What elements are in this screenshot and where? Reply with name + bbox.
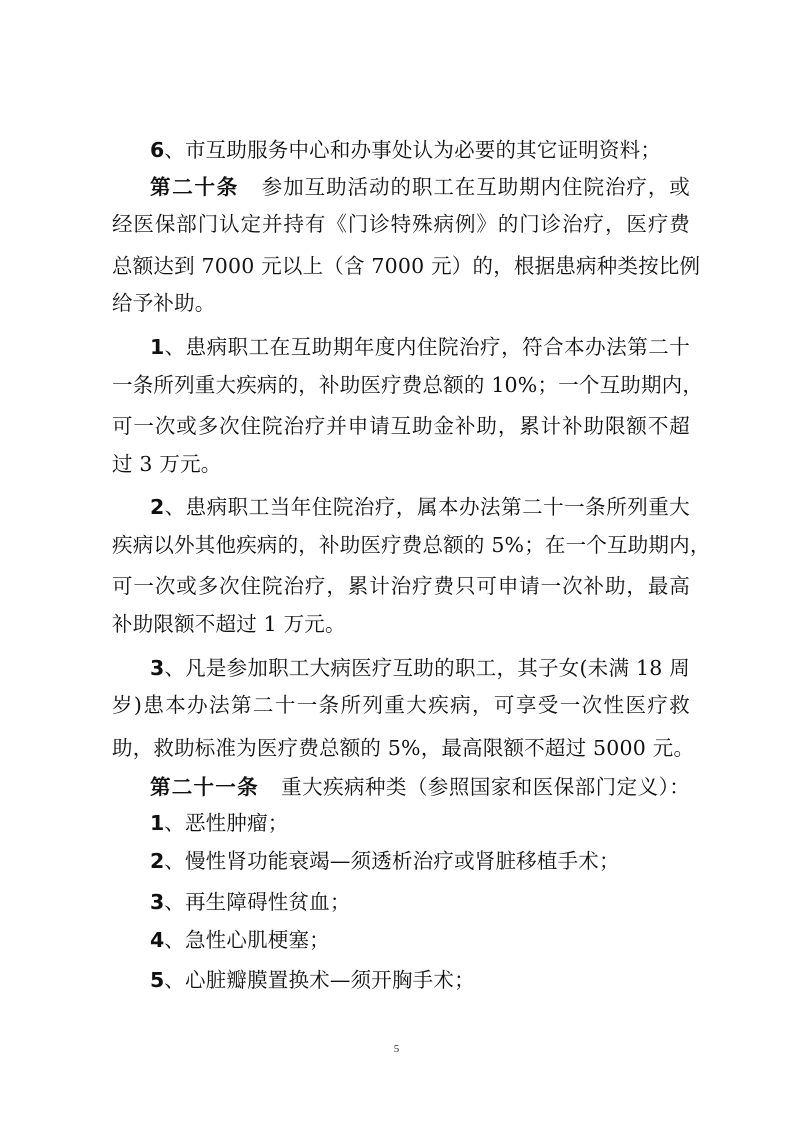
text-line-20 <box>150 890 690 914</box>
article-text: 重大疾病种类（参照国家和医保部门定义）： <box>280 775 691 799</box>
text-line-16: 助，救助标准为医疗费总额的 5%，最高限额不超过 5000 元。 <box>112 736 695 760</box>
text-line-18 <box>150 811 690 835</box>
text-line-5: 给予补助。 <box>112 291 216 315</box>
item-number: 2 <box>150 495 165 519</box>
item-number: 2 <box>150 849 165 873</box>
text-line-22 <box>150 968 690 992</box>
item-text: 、凡是参加职工大病医疗互助的职工，其子女(未满 18 周 <box>164 656 690 680</box>
item-text: 、心脏瓣膜置换术—须开胸手术； <box>164 968 475 992</box>
item-text: 、慢性肾功能衰竭—须透析治疗或肾脏移植手术； <box>164 849 620 873</box>
text-line-15: 岁)患本办法第二十一条所列重大疾病，可享受一次性医疗救 <box>112 693 690 717</box>
text-line-7: 一条所列重大疾病的，补助医疗费总额的 10%；一个互助期内， <box>112 373 704 397</box>
item-number: 1 <box>150 335 165 359</box>
text-line-12: 可一次或多次住院治疗，累计治疗费只可申请一次补助，最高 <box>112 574 690 598</box>
article-text: 参加互助活动的职工在互助期内住院治疗，或 <box>261 175 690 199</box>
item-text: 、恶性肿瘤； <box>164 811 289 835</box>
item-text: 、市互助服务中心和办事处认为必要的其它证明资料； <box>164 138 662 162</box>
text-line-6 <box>150 335 690 359</box>
text-line-19 <box>150 849 690 873</box>
item-text: 、患病职工在互助期年度内住院治疗，符合本办法第二十 <box>164 335 690 359</box>
item-number: 3 <box>150 890 165 914</box>
article-heading: 第二十一条 <box>150 775 259 799</box>
item-number: 1 <box>150 811 165 835</box>
item-text: 、患病职工当年住院治疗，属本办法第二十一条所列重大 <box>164 495 690 519</box>
text-line-17 <box>150 775 690 799</box>
item-text: 、急性心肌梗塞； <box>164 928 330 952</box>
item-number: 6 <box>150 138 165 162</box>
page-number: 5 <box>393 1043 400 1055</box>
text-line-2 <box>150 175 690 199</box>
text-line-21 <box>150 928 690 952</box>
text-line-9: 过 3 万元。 <box>112 452 222 476</box>
text-line-14 <box>150 656 690 680</box>
text-line-8: 可一次或多次住院治疗并申请互助金补助，累计补助限额不超 <box>112 414 690 438</box>
text-line-11: 疾病以外其他疾病的，补助医疗费总额的 5%；在一个互助期内， <box>112 533 711 557</box>
item-number: 3 <box>150 656 165 680</box>
item-number: 4 <box>150 928 165 952</box>
text-line-13: 补助限额不超过 1 万元。 <box>112 612 346 636</box>
article-heading: 第二十条 <box>150 175 239 199</box>
item-text: 、再生障碍性贫血； <box>164 890 351 914</box>
text-line-10 <box>150 495 690 519</box>
item-number: 5 <box>150 968 165 992</box>
text-line-1 <box>150 138 690 162</box>
text-line-3: 经医保部门认定并持有《门诊特殊病例》的门诊治疗，医疗费 <box>112 212 690 236</box>
text-line-4: 总额达到 7000 元以上（含 7000 元）的，根据患病种类按比例 <box>112 254 701 278</box>
